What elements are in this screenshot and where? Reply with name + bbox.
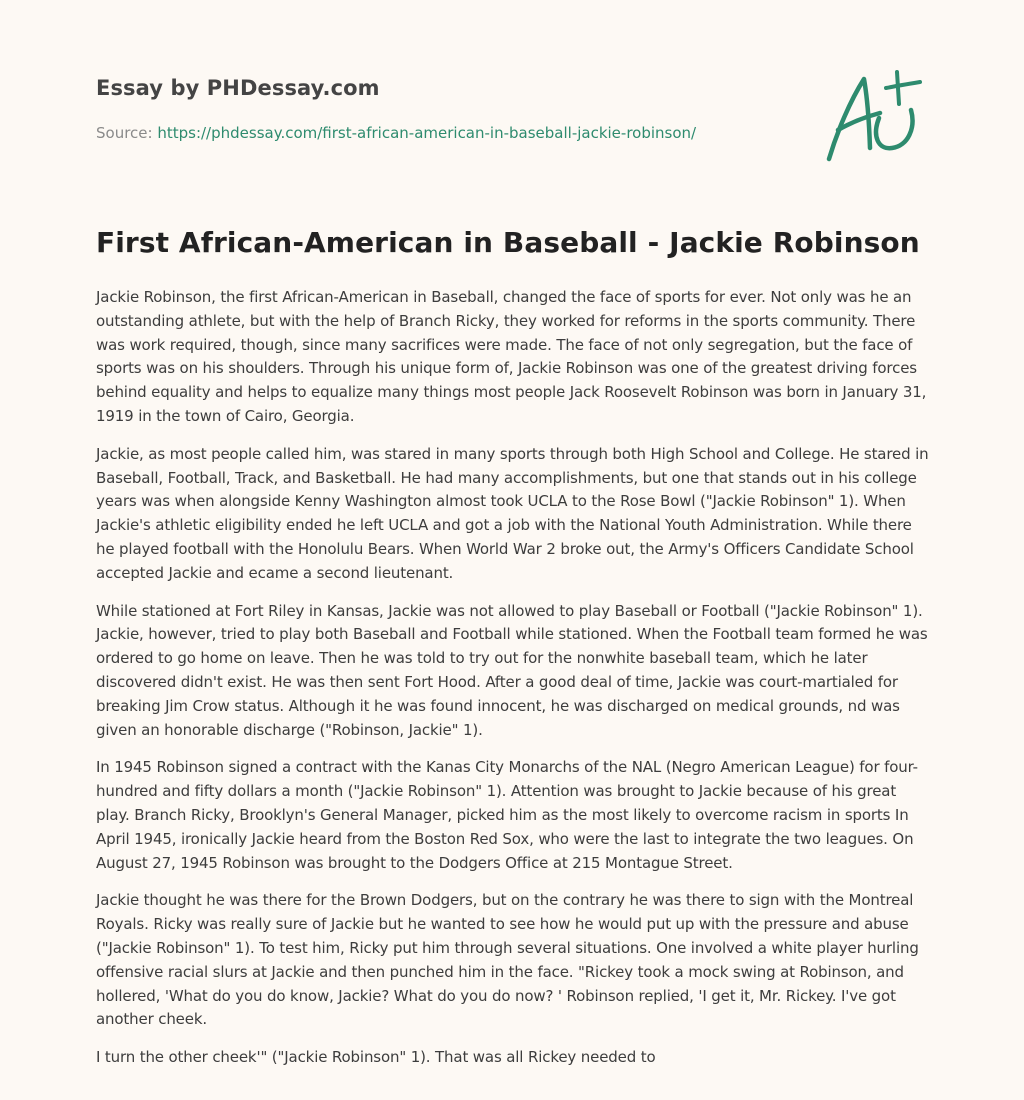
essay-title: First African-American in Baseball - Jackie Robinson [96,226,920,259]
source-label: Source: [96,124,158,142]
essay-paragraph: While stationed at Fort Riley in Kansas, Jackie was not allowed to play Baseball or Football ("Jackie Robinson" 1). Jackie, however, tried to play both Baseball and Football while stationed. When the Football team formed he was ordered to go home on leave. Then he was told to try out for the nonwhite baseball team, which he later discovered didn't exist. He was then sent Fort Hood. After a good deal of time, Jackie was court-martialed for breaking Jim Crow status. Although it he was found innocent, he was discharged on medical grounds, nd was given an honorable discharge ("Robinson, Jackie" 1). [96,601,928,739]
source-line [96,124,696,142]
essay-paragraph: Jackie thought he was there for the Brown Dodgers, but on the contrary he was there to sign with the Montreal Royals. Ricky was really sure of Jackie but he wanted to see how he would put up with the pressure and abuse ("Jackie Robinson" 1). To test him, Ricky put him through several situations. One involved a white player hurling offensive racial slurs at Jackie and then punched him in the face. "Rickey took a mock swing at Robinson, and hollered, 'What do you do know, Jackie? What do you do now? ' Robinson replied, 'I get it, Mr. Rickey. I've got another cheek. [96,891,919,1029]
site-brand: Essay by PHDessay.com [96,76,380,100]
essay-paragraph: Jackie Robinson, the first African-American in Baseball, changed the face of sports for ever. Not only was he an outstanding athlete, but with the help of Branch Ricky, they worked for reforms in the sports community. There was work required, though, since many sacrifices were made. The face of not only segregation, but the face of sports was on his shoulders. Through his unique form of, Jackie Robinson was one of the greatest driving forces behind equality and helps to equalize many things most people Jack Roosevelt Robinson was born in January 31, 1919 in the town of Cairo, Georgia. [96,288,927,425]
source-link[interactable]: https://phdessay.com/first-african-american-in-baseball-jackie-robinson/ [157,124,697,142]
essay-body [96,286,932,1084]
essay-paragraph: Jackie, as most people called him, was stared in many sports through both High School and College. He stared in Baseball, Football, Track, and Basketball. He had many accomplishments, but one that stands out in his college years was when alongside Kenny Washington almost took UCLA to the Rose Bowl ("Jackie Robinson" 1). When Jackie's athletic eligibility ended he left UCLA and got a job with the National Youth Administration. While there he played football with the Honolulu Bears. When World War 2 broke out, the Army's Officers Candidate School accepted Jackie and ecame a second lieutenant. [96,444,929,582]
essay-paragraph: I turn the other cheek'" ("Jackie Robinson" 1). That was all Rickey needed to [96,1048,656,1067]
a-plus-logo-icon [820,66,930,166]
essay-paragraph: In 1945 Robinson signed a contract with the Kanas City Monarchs of the NAL (Negro American League) for four-hundred and fifty dollars a month ("Jackie Robinson" 1). Attention was brought to Jackie because of his great play. Branch Ricky, Brooklyn's General Manager, picked him as the most likely to overcome racism in sports In April 1945, ironically Jackie heard from the Boston Red Sox, who were the last to integrate the two leagues. On August 27, 1945 Robinson was brought to the Dodgers Office at 215 Montague Street. [96,758,918,872]
